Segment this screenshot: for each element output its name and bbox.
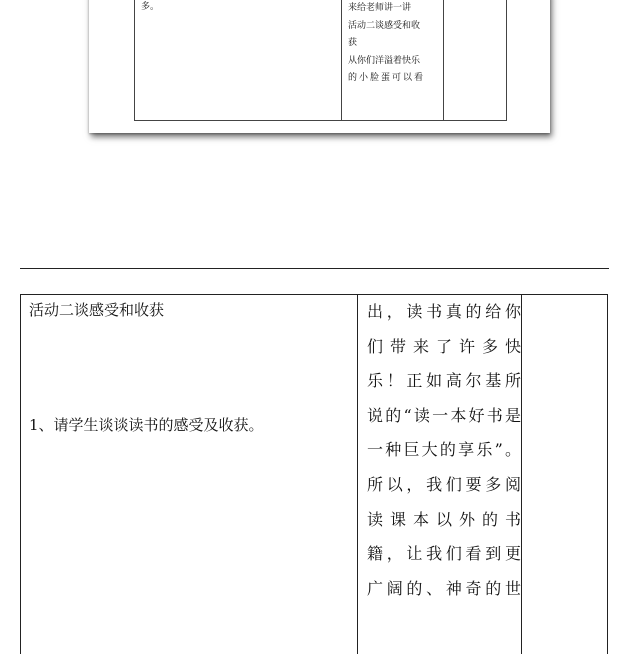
thumbnail-line: 从你们洋溢着快乐 [348, 55, 421, 66]
thumbnail-table [134, 0, 507, 121]
table-column-divider [521, 295, 522, 654]
speech-line: 出，读书真的给你 [367, 302, 521, 321]
thumbnail-column-divider [341, 0, 342, 120]
thumbnail-line: 活动二谈感受和收 [348, 20, 421, 31]
lesson-table [20, 294, 608, 654]
teacher-speech-cell [367, 301, 521, 612]
speech-line: 所以，我们要多阅 [367, 474, 521, 494]
thumbnail-right-cell [348, 0, 444, 88]
speech-line: 读课本以外的书 [367, 509, 521, 529]
thumbnail-line: 来给老师讲一讲 [348, 3, 412, 13]
speech-line: 说的“读一本好书是 [367, 405, 521, 425]
speech-line: 乐！正如高尔基所 [367, 371, 521, 391]
thumbnail-line: 获 [348, 38, 358, 48]
speech-line: 广阔的、神奇的世 [367, 578, 521, 598]
activity-heading: 活动二谈感受和收获 [29, 301, 165, 319]
speech-line: 籍，让我们看到更 [367, 544, 521, 564]
speech-line: 一种巨大的享乐”。 [367, 440, 521, 460]
speech-line: 们带来了许多快 [367, 336, 521, 356]
activity-item: 1、请学生谈谈读书的感受及收获。 [29, 416, 264, 434]
page-separator-line [20, 268, 609, 269]
table-column-divider [357, 295, 358, 654]
thumbnail-left-cell-text: 多。 [141, 2, 160, 12]
thumbnail-line: 的小脸蛋可以看 [348, 73, 426, 83]
page-thumbnail [89, 0, 550, 133]
